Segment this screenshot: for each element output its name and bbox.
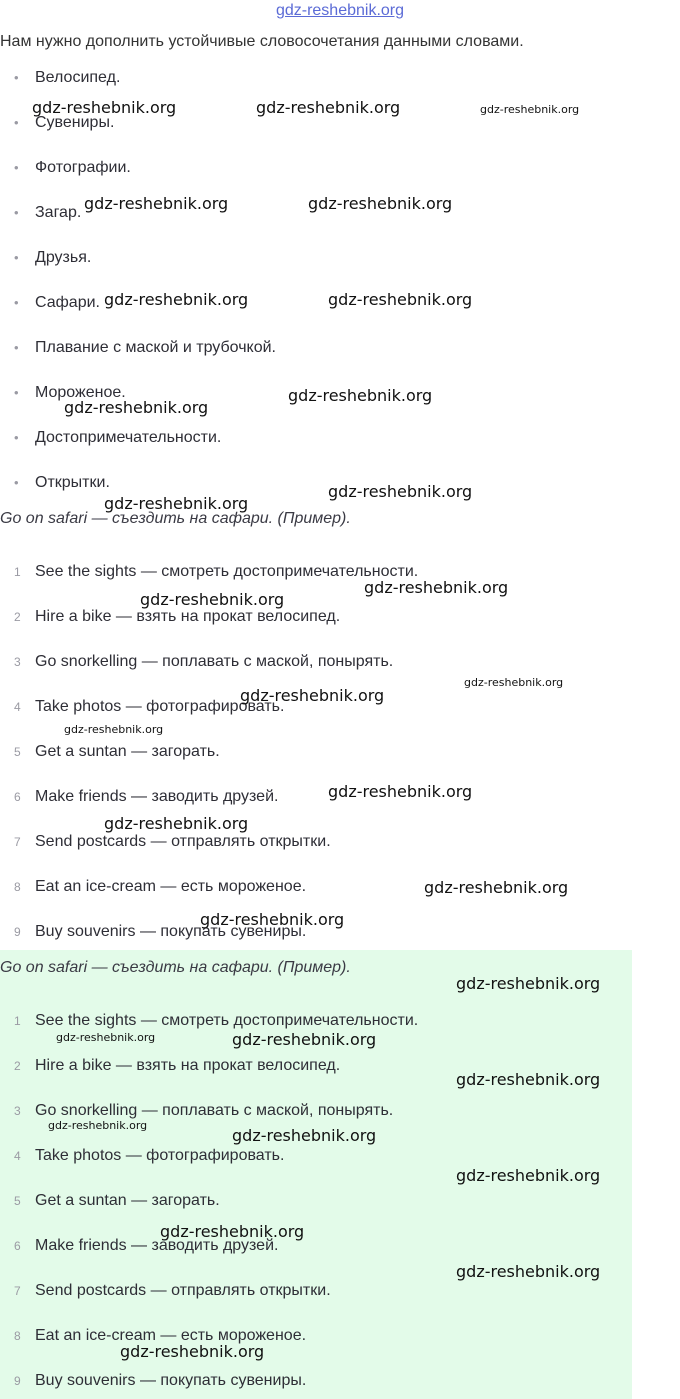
header-watermark: gdz-reshebnik.org xyxy=(275,2,405,19)
answer-row: 3 Go snorkelling — поплавать с маской, понырять. xyxy=(14,1102,394,1119)
watermark: gdz-reshebnik.org xyxy=(56,1031,156,1044)
bullet-icon: • xyxy=(14,430,19,445)
watermark: gdz-reshebnik.org xyxy=(308,194,453,213)
watermark: gdz-reshebnik.org xyxy=(48,1119,148,1132)
list-item: • Сафари. xyxy=(14,294,100,311)
answer-row: 8 Eat an ice-cream — есть мороженое. xyxy=(14,878,307,895)
answer-row: 8 Eat an ice-cream — есть мороженое. xyxy=(14,1327,307,1344)
bullet-icon: • xyxy=(14,295,19,310)
list-item: • Фотографии. xyxy=(14,159,131,176)
answer-row: 2 Hire a bike — взять на прокат велосипед. xyxy=(14,1057,341,1074)
example-line: Go on safari — съездить на сафари. (Пример). xyxy=(0,510,351,527)
answer-row: 5 Get a suntan — загорать. xyxy=(14,743,220,760)
list-item: • Велосипед. xyxy=(14,69,121,86)
answer-row: 2 Hire a bike — взять на прокат велосипед. xyxy=(14,608,341,625)
watermark: gdz-reshebnik.org xyxy=(424,878,569,897)
answer-row: 6 Make friends — заводить друзей. xyxy=(14,1237,279,1254)
watermark: gdz-reshebnik.org xyxy=(288,386,433,405)
watermark: gdz-reshebnik.org xyxy=(240,686,385,705)
bullet-icon: • xyxy=(14,70,19,85)
watermark: gdz-reshebnik.org xyxy=(84,194,229,213)
bullet-icon: • xyxy=(14,475,19,490)
bullet-icon: • xyxy=(14,340,19,355)
answer-row: 1 See the sights — смотреть достопримечательности. xyxy=(14,1012,419,1029)
answer-row: 4 Take photos — фотографировать. xyxy=(14,698,285,715)
watermark: gdz-reshebnik.org xyxy=(232,1126,377,1145)
watermark: gdz-reshebnik.org xyxy=(456,1070,601,1089)
watermark: gdz-reshebnik.org xyxy=(456,1262,601,1281)
watermark: gdz-reshebnik.org xyxy=(104,494,249,513)
answer-row: 3 Go snorkelling — поплавать с маской, понырять. xyxy=(14,653,394,670)
list-item: • Достопримечательности. xyxy=(14,429,222,446)
answer-row: 4 Take photos — фотографировать. xyxy=(14,1147,285,1164)
bullet-icon: • xyxy=(14,115,19,130)
watermark: gdz-reshebnik.org xyxy=(64,723,164,736)
answer-row: 9 Buy souvenirs — покупать сувениры. xyxy=(14,1372,307,1389)
watermark: gdz-reshebnik.org xyxy=(456,974,601,993)
example-line: Go on safari — съездить на сафари. (Пример). xyxy=(0,959,351,976)
watermark: gdz-reshebnik.org xyxy=(104,814,249,833)
watermark: gdz-reshebnik.org xyxy=(328,290,473,309)
list-item: • Загар. xyxy=(14,204,82,221)
watermark: gdz-reshebnik.org xyxy=(456,1166,601,1185)
intro-text: Нам нужно дополнить устойчивые словосочетания данными словами. xyxy=(0,33,524,50)
watermark: gdz-reshebnik.org xyxy=(328,782,473,801)
watermark: gdz-reshebnik.org xyxy=(32,98,177,117)
list-item: • Плавание с маской и трубочкой. xyxy=(14,339,276,356)
bullet-icon: • xyxy=(14,205,19,220)
watermark: gdz-reshebnik.org xyxy=(464,676,564,689)
watermark: gdz-reshebnik.org xyxy=(160,1222,305,1241)
bullet-icon: • xyxy=(14,160,19,175)
watermark: gdz-reshebnik.org xyxy=(104,290,249,309)
list-item: • Мороженое. xyxy=(14,384,126,401)
bullet-icon: • xyxy=(14,250,19,265)
answer-row: 7 Send postcards — отправлять открытки. xyxy=(14,833,331,850)
list-item: • Сувениры. xyxy=(14,114,115,131)
watermark: gdz-reshebnik.org xyxy=(120,1342,265,1361)
watermark: gdz-reshebnik.org xyxy=(232,1030,377,1049)
watermark: gdz-reshebnik.org xyxy=(200,910,345,929)
bullet-icon: • xyxy=(14,385,19,400)
answer-row: 9 Buy souvenirs — покупать сувениры. xyxy=(14,923,307,940)
watermark: gdz-reshebnik.org xyxy=(256,98,401,117)
answer-row: 7 Send postcards — отправлять открытки. xyxy=(14,1282,331,1299)
list-item: • Открытки. xyxy=(14,474,110,491)
watermark: gdz-reshebnik.org xyxy=(64,398,209,417)
watermark: gdz-reshebnik.org xyxy=(140,590,285,609)
watermark: gdz-reshebnik.org xyxy=(480,103,580,116)
watermark: gdz-reshebnik.org xyxy=(328,482,473,501)
list-item: • Друзья. xyxy=(14,249,92,266)
watermark: gdz-reshebnik.org xyxy=(364,578,509,597)
answer-row: 6 Make friends — заводить друзей. xyxy=(14,788,279,805)
answer-row: 5 Get a suntan — загорать. xyxy=(14,1192,220,1209)
answer-row: 1 See the sights — смотреть достопримечательности. xyxy=(14,563,419,580)
